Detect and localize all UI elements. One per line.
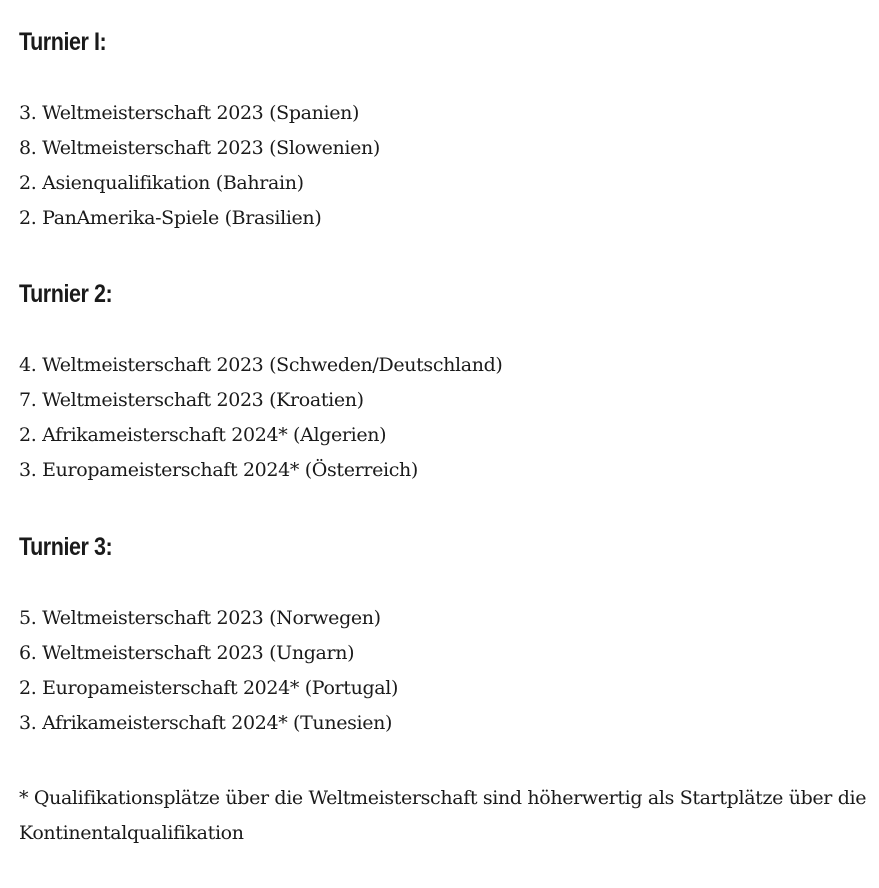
list-item: 3. Afrikameisterschaft 2024* (Tunesien) [19, 712, 393, 734]
tournament-1-list [19, 96, 380, 236]
list-item: 2. PanAmerika-Spiele (Brasilien) [19, 207, 322, 229]
tournament-2-list [19, 348, 502, 488]
list-item: 2. Europameisterschaft 2024* (Portugal) [19, 677, 399, 699]
tournament-3-list [19, 601, 398, 741]
list-item: 2. Afrikameisterschaft 2024* (Algerien) [19, 424, 387, 446]
list-item: 3. Europameisterschaft 2024* (Österreich) [19, 459, 418, 481]
footnote: * Qualifikationsplätze über die Weltmeisterschaft sind höherwertig als Startplätze über die Kontinentalqualifikation [19, 787, 867, 844]
list-item: 4. Weltmeisterschaft 2023 (Schweden/Deutschland) [19, 354, 503, 376]
list-item: 3. Weltmeisterschaft 2023 (Spanien) [19, 102, 360, 124]
list-item: 7. Weltmeisterschaft 2023 (Kroatien) [19, 389, 364, 411]
list-item: 5. Weltmeisterschaft 2023 (Norwegen) [19, 607, 381, 629]
list-item: 8. Weltmeisterschaft 2023 (Slowenien) [19, 137, 380, 159]
tournament-2-heading: Turnier 2: [19, 280, 113, 308]
tournament-3-heading: Turnier 3: [19, 533, 113, 561]
list-item: 6. Weltmeisterschaft 2023 (Ungarn) [19, 642, 355, 664]
list-item: 2. Asienqualifikation (Bahrain) [19, 172, 304, 194]
tournament-1-heading: Turnier I: [19, 28, 107, 56]
